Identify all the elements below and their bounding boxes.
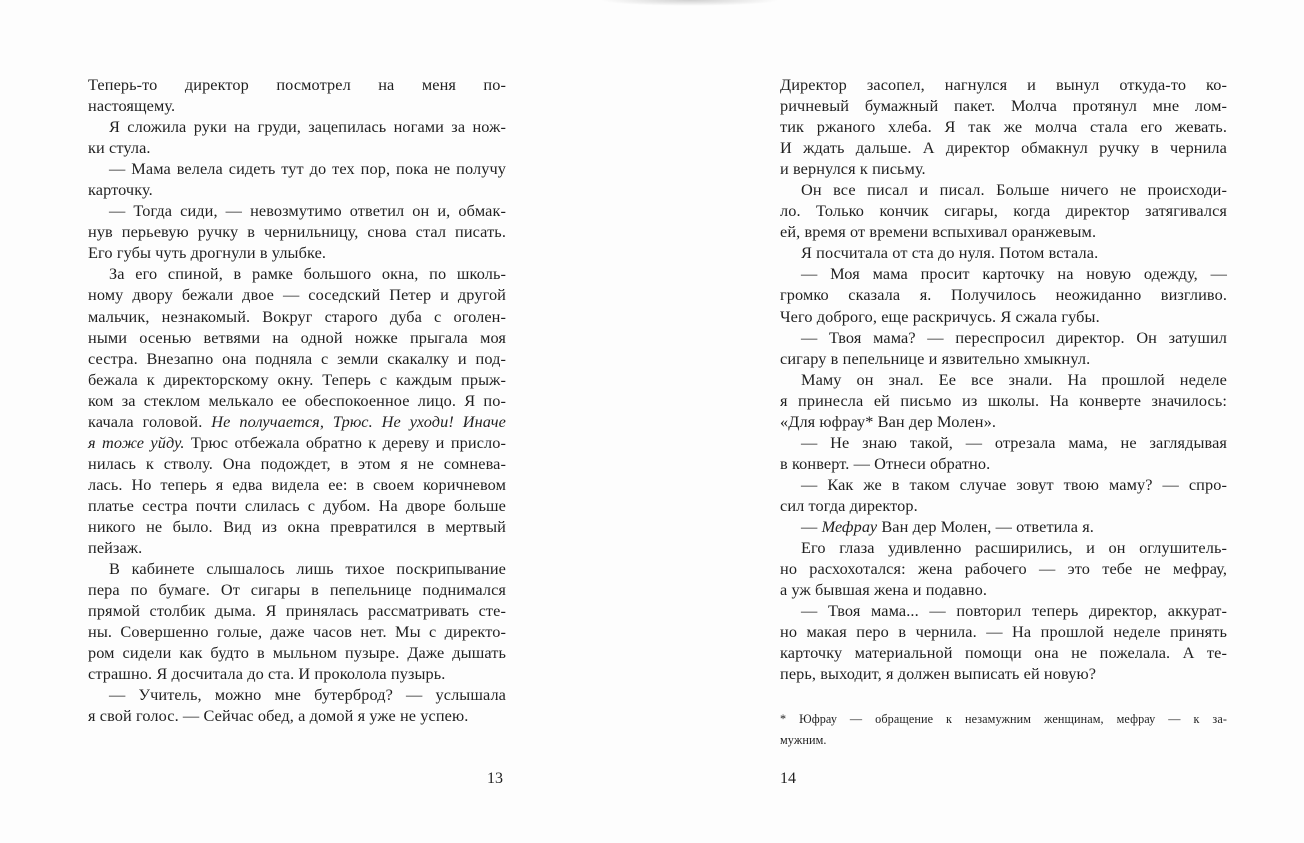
text-line: карточку материальной помощи она не пожелала. А те- <box>780 643 1227 663</box>
text-line: — Мама велела сидеть тут до тех пор, пока не получу <box>109 159 506 179</box>
text-line: И ждать дальше. А директор обмакнул ручку в чернила <box>780 138 1227 158</box>
text-line: прямой столбик дыма. Я принялась рассматривать сте- <box>88 601 506 621</box>
text-line: — Как же в таком случае зовут твою маму? — спро- <box>801 474 1227 494</box>
footnote-line: мужним. <box>780 733 827 748</box>
text-line: никого не было. Вид из окна превратился в мертвый <box>88 516 506 536</box>
text-line: Директор засопел, нагнулся и вынул откуда-то ко- <box>780 75 1227 94</box>
text-line: мальчик, незнакомый. Вокруг старого дуба с оголен- <box>88 306 506 326</box>
page-number-left: 13 <box>487 770 503 787</box>
text-line: Он все писал и писал. Больше ничего не происходи- <box>801 180 1227 200</box>
text-line: ны. Совершенно голые, даже часов нет. Мы с директо- <box>88 622 506 642</box>
text-line: а уж бывшая жена и подавно. <box>780 580 988 600</box>
text-line: но макая перо в чернила. — На прошлой неделе принять <box>780 622 1227 642</box>
text-line: Маму он знал. Ее все знали. На прошлой неделе <box>801 369 1227 389</box>
text-line: пера по бумаге. От сигары в пепельнице поднимался <box>88 580 506 600</box>
text-line: я свой голос. — Сейчас обед, а домой я уже не успею. <box>88 706 469 726</box>
text-line: Теперь-то директор посмотрел на меня по- <box>88 75 506 94</box>
text-line: в конверт. — Отнеси обратно. <box>780 453 991 473</box>
text-line: качала головой. Не получается, Трюс. Не уходи! Иначе <box>88 411 506 431</box>
text-line: ром сидели как будто в мыльном пузыре. Даже дышать <box>88 643 506 663</box>
text-line: громко сказала я. Получилось неожиданно визгливо. <box>780 285 1227 305</box>
text-line: сестра. Внезапно она подняла с земли скакалку и под- <box>88 348 506 368</box>
text-line: — Мефрау Ван дер Молен, — ответила я. <box>801 516 1094 536</box>
text-line: ло. Только кончик сигары, когда директор затягивался <box>780 201 1227 221</box>
text-line: Чего доброго, еще раскричусь. Я сжала губы. <box>780 306 1100 326</box>
footnote-line: * Юфрау — обращение к незамужним женщинам, мефрау — к за- <box>780 712 1227 726</box>
text-line: — Тогда сиди, — невозмутимо ответил он и, обмак- <box>109 201 506 221</box>
text-line: но расхохотался: жена рабочего — это тебе не мефрау, <box>780 559 1227 579</box>
page-number-right: 14 <box>780 770 796 787</box>
text-line: За его спиной, в рамке большого окна, по школь- <box>109 264 506 284</box>
text-line: платье сестра почти слилась с дубом. На дворе больше <box>88 495 506 515</box>
text-line: ными осенью ветвями на одной ножке прыгала моя <box>88 327 506 347</box>
text-line: ричневый бумажный пакет. Молча протянул мне лом- <box>780 96 1227 116</box>
text-line: Его губы чуть дрогнули в улыбке. <box>88 243 327 263</box>
text-line: ей, время от времени вспыхивал оранжевым. <box>780 222 1097 242</box>
text-line: ки стула. <box>88 138 151 158</box>
text-line: — Твоя мама? — переспросил директор. Он затушил <box>801 327 1227 347</box>
text-line: — Учитель, можно мне бутерброд? — услышала <box>109 685 506 705</box>
left-page <box>88 74 506 726</box>
text-line: я принесла ей письмо из школы. На конверте значилось: <box>780 390 1227 410</box>
text-line: нилась к стволу. Она подождет, в этом я не сомнева- <box>88 453 506 473</box>
text-line: сил тогда директор. <box>780 495 918 515</box>
text-line: пейзаж. <box>88 538 143 558</box>
italic-inner-speech: я тоже уйду. <box>88 432 185 452</box>
text-line: бежала к директорскому окну. Теперь с каждым прыж- <box>88 369 506 389</box>
text-line: В кабинете слышалось лишь тихое поскрипывание <box>109 559 506 579</box>
italic-inner-speech: Не получается, Трюс. Не уходи! Иначе <box>211 411 506 431</box>
right-page <box>780 74 1227 748</box>
text-line: — Не знаю такой, — отрезала мама, не заглядывая <box>801 432 1227 452</box>
text-line: я тоже уйду. Трюс отбежала обратно к дереву и присло- <box>88 432 507 452</box>
text-line: Я сложила руки на груди, зацепилась ногами за нож- <box>109 117 506 137</box>
text-line: настоящему. <box>88 96 176 116</box>
text-line: Я посчитала от ста до нуля. Потом встала. <box>801 243 1099 263</box>
text-line: и вернулся к письму. <box>780 159 926 179</box>
text-line: — Моя мама просит карточку на новую одежду, — <box>801 264 1227 284</box>
text-line: ному двору бежали двое — соседский Петер и другой <box>88 285 506 305</box>
text-line: сигару в пепельнице и язвительно хмыкнул. <box>780 348 1091 368</box>
text-line: ком за стеклом мелькало ее обеспокоенное лицо. Я по- <box>88 390 506 410</box>
footnote <box>780 710 1227 752</box>
text-line: тик ржаного хлеба. Я так же молча стала его жевать. <box>780 117 1227 137</box>
text-line: Его глаза удивленно расширились, и он оглушитель- <box>801 538 1227 558</box>
italic-term: Мефрау <box>821 516 878 536</box>
text-line: страшно. Я досчитала до ста. И проколола пузырь. <box>88 664 446 684</box>
text-line: лась. Но теперь я едва видела ее: в своем коричневом <box>88 474 506 494</box>
text-line: нув перьевую ручку в чернильницу, снова стал писать. <box>88 222 506 242</box>
text-line: перь, выходит, я должен выписать ей новую? <box>780 664 1097 684</box>
text-line: — Твоя мама... — повторил теперь директор, аккурат- <box>801 601 1227 621</box>
text-line: «Для юфрау* Ван дер Молен». <box>780 411 997 431</box>
binding-shadow <box>600 0 780 6</box>
text-line: карточку. <box>88 180 153 200</box>
